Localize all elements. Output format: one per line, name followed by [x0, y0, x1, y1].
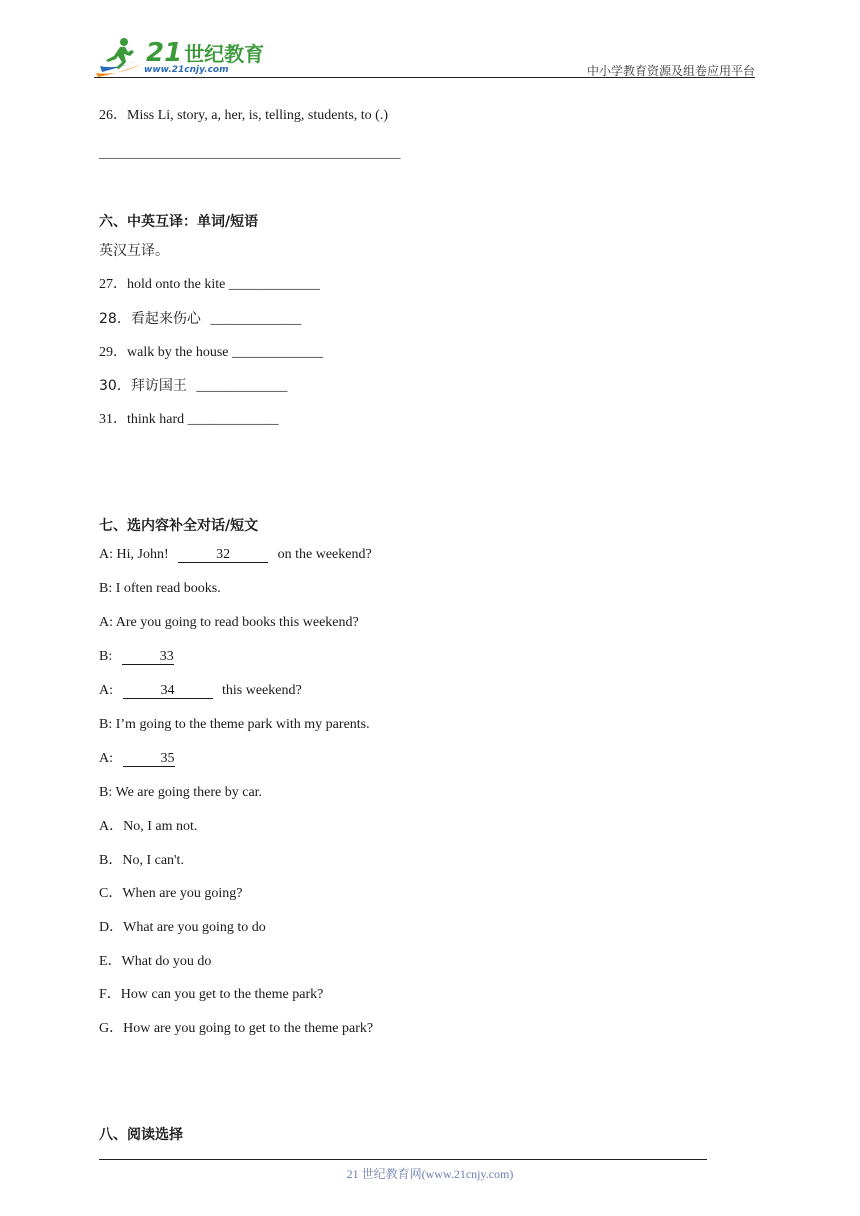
dialogue-text: A: Hi, John!: [99, 547, 169, 562]
dialogue-line: B: I’m going to the theme park with my parents.: [99, 717, 370, 732]
question-26: 26．Miss Li, story, a, her, is, telling, students, to (.): [99, 108, 389, 123]
dialogue-blank-32[interactable]: 32: [178, 548, 268, 563]
option-f: F．How can you get to the theme park?: [99, 987, 324, 1002]
answer-blank[interactable]: _____________: [228, 277, 320, 292]
logo-text: 世纪教育: [184, 42, 265, 66]
question-28: [99, 310, 301, 329]
dialogue-text: A:: [99, 751, 113, 766]
dialogue-text: on the weekend?: [277, 547, 372, 562]
question-text: 28．看起来伤心: [99, 311, 201, 327]
section-8-heading: 八、阅读选择: [99, 1127, 183, 1143]
answer-blank[interactable]: _____________: [187, 412, 279, 427]
dialogue-text: B:: [99, 649, 113, 664]
question-text: 31．think hard: [99, 412, 185, 427]
question-text: 29．walk by the house: [99, 345, 229, 360]
dialogue-blank-33[interactable]: 33: [122, 650, 174, 665]
logo-url: www.21cnjy.com: [144, 65, 229, 75]
answer-line-26: ___________________________________________________: [99, 145, 400, 160]
footer-text[interactable]: 21 世纪教育网(www.21cnjy.com): [346, 1167, 514, 1181]
question-text: 27．hold onto the kite: [99, 277, 226, 292]
dialogue-blank-34[interactable]: 34: [123, 684, 213, 699]
header-divider: [94, 77, 755, 78]
option-c: C．When are you going?: [99, 886, 243, 901]
dialogue-line: [99, 546, 372, 564]
header-logo: [94, 36, 264, 78]
answer-blank[interactable]: _____________: [210, 312, 302, 327]
header-platform-text: 中小学教育资源及组卷应用平台: [586, 64, 755, 78]
question-30: [99, 377, 287, 396]
footer-divider: [99, 1159, 707, 1160]
section-6-heading: 六、中英互译：单词/短语: [99, 214, 259, 230]
section-6-instruction: 英汉互译。: [99, 243, 169, 259]
runner-icon: [94, 36, 146, 78]
option-g: G．How are you going to get to the theme park?: [99, 1021, 374, 1036]
option-b: B．No, I can't.: [99, 853, 184, 868]
question-text: 30．拜访国王: [99, 378, 187, 394]
question-31: [99, 411, 279, 429]
question-27: [99, 276, 320, 294]
dialogue-line: B: We are going there by car.: [99, 785, 263, 800]
option-a: A．No, I am not.: [99, 819, 198, 834]
dialogue-text: A:: [99, 683, 113, 698]
logo-number: 21: [146, 38, 183, 68]
answer-blank[interactable]: _____________: [231, 345, 323, 360]
dialogue-line: A: Are you going to read books this weekend?: [99, 615, 359, 630]
dialogue-blank-35[interactable]: 35: [123, 752, 175, 767]
dialogue-text: this weekend?: [222, 683, 302, 698]
dialogue-line: B: I often read books.: [99, 581, 221, 596]
dialogue-line: [99, 750, 175, 768]
answer-blank[interactable]: _____________: [196, 379, 288, 394]
dialogue-line: [99, 682, 302, 700]
option-d: D．What are you going to do: [99, 920, 266, 935]
dialogue-line: [99, 648, 174, 666]
section-7-heading: 七、选内容补全对话/短文: [99, 518, 259, 534]
option-e: E．What do you do: [99, 954, 212, 969]
question-29: [99, 344, 323, 362]
